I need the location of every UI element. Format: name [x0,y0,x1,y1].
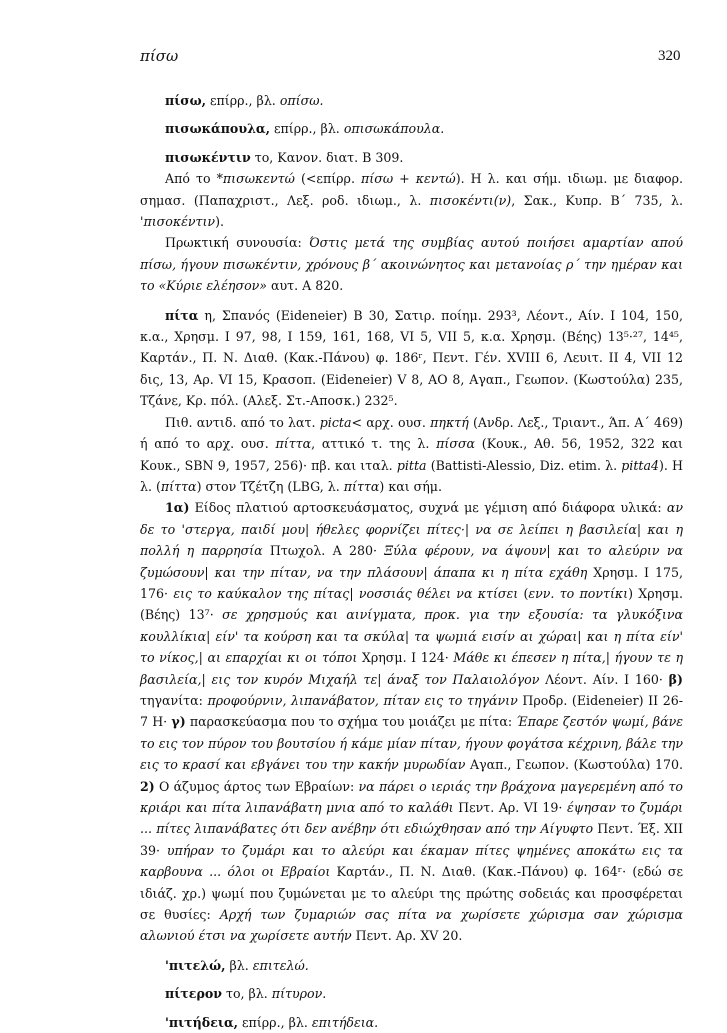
text-run: κεντώ [415,171,456,187]
text-run: αν δε το 'στεργα, παιδί μου| ήθελες φορνίζει πίτες·| να σε λείπει η βασιλεία| και η πολλή η παρρησία [140,500,683,559]
headword: γ) [171,714,186,730]
text-run: 'πισοκέντιν [140,214,216,230]
dictionary-entry [140,983,683,1004]
text-run: (Κουκ., Αθ. 56, 1952, 322 και Κουκ., SBN 9, 1957, 256)· πβ. και ιταλ. [140,436,683,473]
text-run: επίρρ., βλ. [269,121,344,137]
text-run: pitta [396,457,427,473]
text-run: ( [518,585,529,601]
text-run: ) Χρησμ. (Βέης) 13⁷· [140,585,683,623]
text-run: Προδρ. (Eideneier) ΙΙ 26-7 Η· [140,692,684,730]
text-run: Είδος πλατιού αρτοσκευάσματος, συχνά με γέμιση από διάφορα υλικά: [189,500,667,516]
text-run: Χρησμ. Ι 175, 176· [140,564,683,601]
headword: πίσω, [165,93,206,108]
text-run: Ξύλα φέρουν, να άψουν| και το αλεύριν να ζυμώσουν| και την πίταν, να την πλάσουν| άπαπα κι η πίτα εχάθη [140,543,683,580]
text-run: πίττα [275,436,312,452]
text-run: Χρησμ. Ι 124· [357,650,454,666]
text-run: παρασκεύασμα που το σχήμα του μοιάζει με πίτα: [185,714,517,730]
entry-paragraph [140,497,683,947]
text-run: Πρωκτική συνουσία: [165,235,310,251]
text-run: επιτήδεια. [311,1014,379,1030]
text-run: να πάρει ο ιεριάς την βράχονα μαγερεμένη από το κριάρι και πίτα λιπανάβατη μνια από το καλάθι [140,778,683,815]
text-run: pitta4 [621,457,659,473]
dictionary-entry [140,147,683,168]
headword: 'πιτελώ, [165,957,226,973]
entry-paragraph [140,168,683,232]
dictionary-entry [140,90,683,111]
text-run: < αρχ. ουσ. [351,414,431,430]
text-run: πίσσα [436,436,476,452]
text-run: οπισωκάπουλα. [343,121,445,137]
text-run: έψησαν το ζυμάρι ... πίτες λιπανάβατες ότι δεν ανέβην ότι εδιώχθησαν από την Αίγυφτο [140,800,683,837]
text-run: επιτελώ. [252,957,309,973]
headword: β) [668,671,683,687]
headword: πισωκάπουλα, [165,121,270,137]
text-run: Πεντ. Έξ. ΧΙΙ 39· [140,821,683,858]
text-run: , αττικό τ. της λ. [311,436,437,452]
text-run: picta [319,414,352,430]
text-run: Από το * [165,171,223,187]
text-run: ) και σήμ. [379,478,442,494]
text-run: βλ. [225,957,253,973]
text-run: προφούρνιν, λιπανάβατον, πίταν εις το τηγάνιν [207,692,518,708]
text-run: πίττα [160,478,197,494]
entry-paragraph [140,232,683,296]
text-run: Μάθε κι έπεσεν η πίτα,| ήγουν τε η βασιλεία,| εις τον κυρόν Μιχαήλ τε| άναξ τον Παλαιολόγον [140,650,683,687]
entry-paragraph [140,412,683,498]
headword: πισωκέντιν [165,149,251,165]
text-run: ). Η λ. και σήμ. ιδιωμ. με διαφορ. σημασ. (Παπαχριστ., Λεξ. ροδ. ιδιωμ., λ. [140,171,683,208]
text-run: επίρρ., βλ. [205,93,280,108]
headword: πίτα [165,307,199,323]
text-run: (Battisti-Alessio, Diz. etim. λ. [426,457,622,473]
text-run: Πεντ. Αρ. VI 19· [453,800,567,815]
running-head: πίσω [140,47,179,65]
text-run: πίσω [361,171,394,187]
dictionary-text [140,90,683,1033]
text-run: πισωκεντώ [222,171,295,187]
text-run: Πεντ. Αρ. XV 20. [351,928,463,944]
text-run: πίττα [343,478,380,494]
text-run: + [393,171,416,187]
headword: 1α) [165,500,190,516]
text-run: Αγαπ., Γεωπον. (Κωστούλα) 170. [465,757,683,773]
text-run: εις το καύκαλον της πίτας| νοσσιάς θέλει να κτίσει [173,585,519,601]
headword: πίτερον [165,986,222,1002]
text-run: ). [215,214,225,230]
text-run: υπήραν το ζυμάρι και το αλεύρι και έκαμαν πίτες ψημένες αποκάτω εις τα καρβουνα ... όλοι οι Εβραίοι [140,842,683,880]
text-run: οπίσω. [279,93,324,108]
text-run: αυτ. Α 820. [267,278,344,294]
text-run: Έπαρε ζεστόν ψωμί, βάνε το εις τον πύρον του βουτσίου ή κάμε μίαν πίταν, ήγουν φογάτσα κέχρινη, βάλε την εις το κρασί και εβγάνει του την κακήν μυρωδίαν [140,714,683,773]
text-run: Καρτάν., Π. Ν. Διαθ. (Κακ.-Πάνου) φ. 164ʳ· (εδώ σε ιδιάζ. χρ.) ψωμί που ζυμώνεται με το αλεύρι της πρώτης σοδειάς και προσφέρεται σε θυσίες: [140,864,683,923]
text-run: Αρχή των ζυμαριών σας πίτα να χωρίσετε χώρισμα σαν χώρισμα αλωνιού έτσι να χωρίσετε αυτήν [140,907,683,944]
text-run: Πτωχολ. Α 280· [262,543,385,559]
text-run: τηγανίτα: [140,692,208,708]
text-run: (<επίρρ. [294,171,362,187]
text-run: Πιθ. αντιδ. από το λατ. [165,414,320,430]
headword: 'πιτήδεια, [165,1014,239,1030]
text-run: Ο άζυμος άρτος των Εβραίων: [154,778,359,794]
text-run: σε χρησμούς και αινίγματα, προκ. για την εξουσία: τα γλυκόξινα κουλλίκια| είν' τα κούρση και τα σκύλα| τα ψωμιά εισίν αι χώραι| και η πίτα είν' το νίκος,| αι επαρχίαι κι οι τόποι [140,607,683,666]
text-run: Λέοντ. Αίν. Ι 160· [539,671,669,687]
text-run: , Σακ., Κυπρ. Β΄ 735, λ. [511,192,683,208]
text-run: επίρρ., βλ. [238,1014,312,1030]
text-run: πίτυρον. [271,986,327,1002]
text-run: ) στον Τζέτζη (LBG, λ. [196,478,344,494]
text-run: η, Σπανός (Eideneier) Β 30, Σατιρ. ποίημ. 293³, Λέοντ., Αίν. Ι 104, 150, κ.α., Χρησμ. Ι 97, 98, Ι 159, 161, 168, VI 5, VII 5, κ.α. Χρησμ. (Βέης) 13⁵·²⁷, 14⁴⁵, Καρτάν., Π. Ν. Διαθ. (Κακ.-Πάνου) φ. 186ʳ, Πεντ. Γέν. XVIII 6, Λευιτ. ΙΙ 4, VII 12 δις, 13, Αρ. VI 15, Κρασοπ. (Eideneier) V 8, ΑΟ 8, Αγαπ., Γεωπον. (Κωστούλα) 235, Τζάνε, Κρ. πόλ. (Αλεξ. Στ.-Αποσκ.) 232⁵. [140,307,683,409]
dictionary-entry [140,955,683,976]
text-run: ενν. το ποντίκι [528,585,629,601]
dictionary-entry [140,305,683,412]
text-run: πηκτή [430,414,469,430]
text-run: το, Κανον. διατ. Β 309. [250,149,404,165]
dictionary-entry [140,1012,683,1033]
text-run: το, βλ. [221,986,272,1002]
headword: 2) [140,778,155,794]
text-run: πισοκέντι(ν) [429,192,512,208]
text-run: (Ανδρ. Λεξ., Τριαντ., Άπ. Α΄ 469) ή από το αρχ. ουσ. [140,414,684,452]
page-number: 320 [658,48,681,64]
text-run: Όστις μετά της συμβίας αυτού ποιήσει αμαρτίαν απού πίσω, ήγουν πισωκέντιν, χρόνους β΄ ακοινώνητος και μετανοίας ρ΄ την ημέραν και το «Κύριε ελέησον» [140,235,683,294]
text-run: ). Η λ. ( [140,457,684,494]
dictionary-entry [140,118,683,139]
